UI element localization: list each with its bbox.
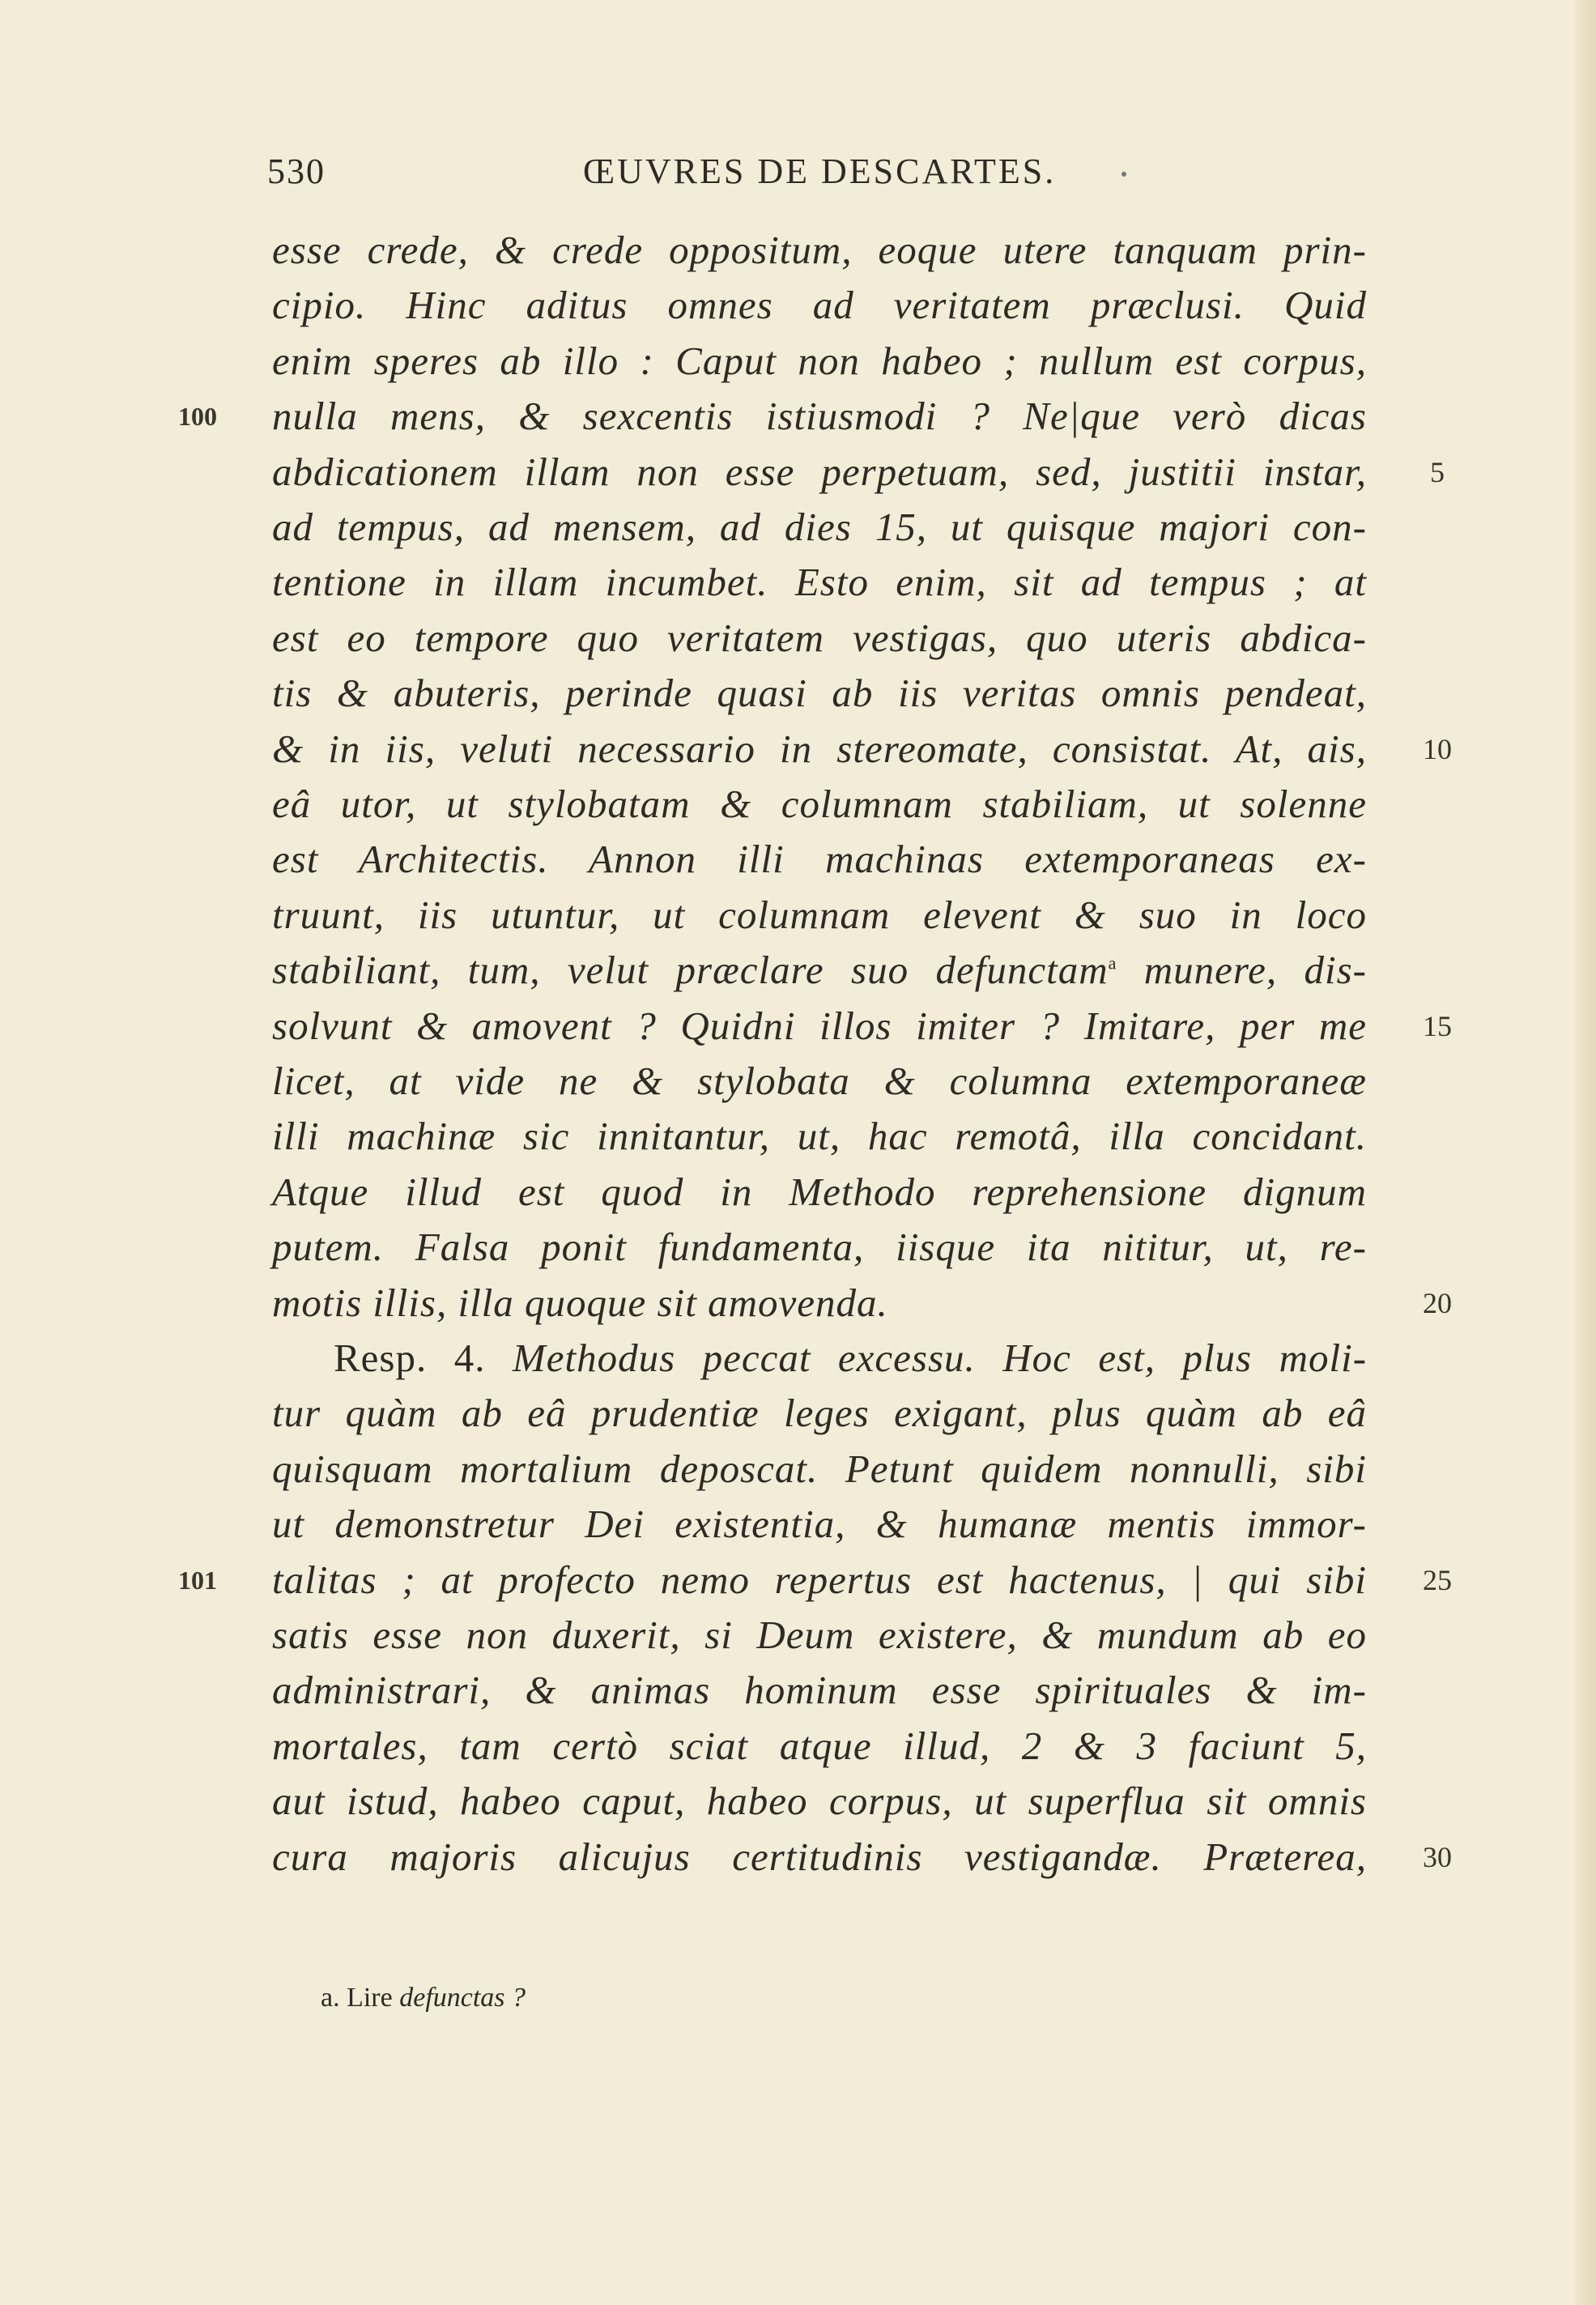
line-text (272, 1054, 1367, 1109)
line-text (272, 1608, 1367, 1663)
line-content: illi machinæ sic innitantur, ut, hac remotâ, illa concidant. (272, 1114, 1367, 1159)
line-text (272, 223, 1367, 278)
running-title: ŒUVRES DE DESCARTES. (583, 151, 1057, 191)
text-line (0, 1331, 1596, 1386)
text-line (0, 1054, 1596, 1109)
text-line (0, 1497, 1596, 1552)
line-content: ad tempus, ad mensem, ad dies 15, ut quisque majori con- (272, 505, 1367, 549)
line-content: Methodus peccat excessu. Hoc est, plus moli- (512, 1336, 1368, 1380)
text-line (0, 777, 1596, 832)
line-content: licet, at vide ne & stylobata & columna extemporaneæ (272, 1059, 1367, 1103)
line-content: est Architectis. Annon illi machinas extemporaneas ex- (272, 837, 1367, 882)
text-line (0, 1719, 1596, 1774)
line-content-tail: munere, dis- (1117, 948, 1367, 993)
line-text (272, 1386, 1367, 1441)
line-content: truunt, iis utuntur, ut columnam elevent & suo in loco (272, 892, 1367, 937)
running-head (267, 146, 1377, 202)
line-content: administrari, & animas hominum esse spirituales & im- (272, 1668, 1367, 1713)
line-number: 30 (1423, 1840, 1452, 1873)
text-line (0, 1276, 1596, 1331)
line-content: est eo tempore quo veritatem vestigas, quo uteris abdica- (272, 615, 1367, 660)
line-text (334, 1331, 1367, 1386)
text-line (0, 1663, 1596, 1718)
line-text (272, 1774, 1367, 1829)
text-line (0, 389, 1596, 444)
line-content: abdicationem illam non esse perpetuam, sed, justitii instar, (272, 449, 1367, 494)
line-content: mortales, tam certò sciat atque illud, 2 & 3 faciunt 5, (272, 1723, 1367, 1768)
text-line (0, 999, 1596, 1054)
text-line (0, 278, 1596, 333)
page-number: 530 (267, 151, 326, 191)
line-text (272, 1165, 1367, 1220)
text-line (0, 611, 1596, 666)
footnote-label: Lire (347, 1983, 393, 2013)
line-content: satis esse non duxerit, si Deum existere, & mundum ab eo (272, 1613, 1367, 1657)
text-line (0, 223, 1596, 278)
line-text (272, 722, 1367, 777)
text-line (0, 888, 1596, 943)
line-number: 15 (1423, 1009, 1452, 1042)
line-content: enim speres ab illo : Caput non habeo ; nullum est corpus, (272, 338, 1367, 383)
footnote-term: defunctas ? (399, 1983, 526, 2013)
line-content: aut istud, habeo caput, habeo corpus, ut superflua sit omnis (272, 1779, 1367, 1824)
line-text (272, 1276, 1367, 1331)
text-line (0, 1165, 1596, 1220)
line-content: & in iis, veluti necessario in stereomate, consistat. At, ais, (272, 726, 1367, 771)
response-label: Resp. 4. (334, 1336, 513, 1380)
line-content: putem. Falsa ponit fundamenta, iisque ita nititur, ut, re- (272, 1225, 1367, 1270)
line-number: 25 (1423, 1563, 1452, 1596)
text-line (0, 943, 1596, 998)
line-text (272, 1220, 1367, 1275)
line-text (272, 1442, 1367, 1497)
line-text (272, 1497, 1367, 1552)
line-text (272, 555, 1367, 610)
line-content: cura majoris alicujus certitudinis vestigandæ. Præterea, (272, 1834, 1367, 1879)
text-line (0, 500, 1596, 555)
line-text (272, 1109, 1367, 1164)
margin-page-ref: 101 (178, 1565, 217, 1595)
line-content: esse crede, & crede oppositum, eoque utere tanquam prin- (272, 228, 1367, 272)
footnote-marker: a. (321, 1983, 340, 2013)
line-content: cipio. Hinc aditus omnes ad veritatem præclusi. Quid (272, 283, 1367, 328)
line-text (272, 943, 1367, 998)
line-content: talitas ; at profecto nemo repertus est hactenus, | qui sibi (272, 1557, 1367, 1602)
line-text (272, 500, 1367, 555)
line-text (272, 445, 1367, 500)
line-number: 10 (1423, 732, 1452, 765)
line-text (272, 666, 1367, 721)
text-line (0, 1774, 1596, 1829)
line-text (272, 389, 1367, 444)
line-text (272, 999, 1367, 1054)
line-text (272, 334, 1367, 389)
line-number: 5 (1430, 455, 1445, 488)
line-content: tur quàm ab eâ prudentiæ leges exigant, plus quàm ab eâ (272, 1391, 1367, 1436)
text-line (0, 1220, 1596, 1275)
line-text (272, 1830, 1367, 1885)
line-content: ut demonstretur Dei existentia, & humanæ mentis immor- (272, 1502, 1367, 1547)
ink-dot (1121, 172, 1126, 177)
line-content: quisquam mortalium deposcat. Petunt quidem nonnulli, sibi (272, 1446, 1367, 1491)
text-line (0, 1109, 1596, 1164)
line-number: 20 (1423, 1286, 1452, 1319)
text-line (0, 722, 1596, 777)
line-content: solvunt & amovent ? Quidni illos imiter ? Imitare, per me (272, 1003, 1367, 1048)
line-content: eâ utor, ut stylobatam & columnam stabiliam, ut solenne (272, 782, 1367, 826)
text-line (0, 666, 1596, 721)
text-line (0, 832, 1596, 887)
text-line (0, 1442, 1596, 1497)
line-text (272, 278, 1367, 333)
text-line (0, 1553, 1596, 1608)
line-text (272, 611, 1367, 666)
text-line (0, 445, 1596, 500)
footnote-ref: a (1108, 952, 1117, 974)
margin-page-ref: 100 (178, 402, 217, 432)
line-content: stabiliant, tum, velut præclare suo defunctam (272, 948, 1109, 993)
line-text (272, 1719, 1367, 1774)
line-text (272, 777, 1367, 832)
line-content: tis & abuteris, perinde quasi ab iis veritas omnis pendeat, (272, 671, 1367, 716)
line-text (272, 1663, 1367, 1718)
line-content: motis illis, illa quoque sit amovenda. (272, 1280, 888, 1325)
text-line (0, 1830, 1596, 1885)
line-text (272, 1553, 1367, 1608)
line-text (272, 832, 1367, 887)
line-text (272, 888, 1367, 943)
text-line (0, 555, 1596, 610)
line-content: Atque illud est quod in Methodo reprehensione dignum (272, 1169, 1367, 1214)
text-line (0, 334, 1596, 389)
text-line (0, 1608, 1596, 1663)
line-content: tentione in illam incumbet. Esto enim, sit ad tempus ; at (272, 560, 1367, 605)
text-line (0, 1386, 1596, 1441)
footnote (321, 1978, 526, 2018)
line-content: nulla mens, & sexcentis istiusmodi ? Ne|que verò dicas (272, 394, 1367, 439)
